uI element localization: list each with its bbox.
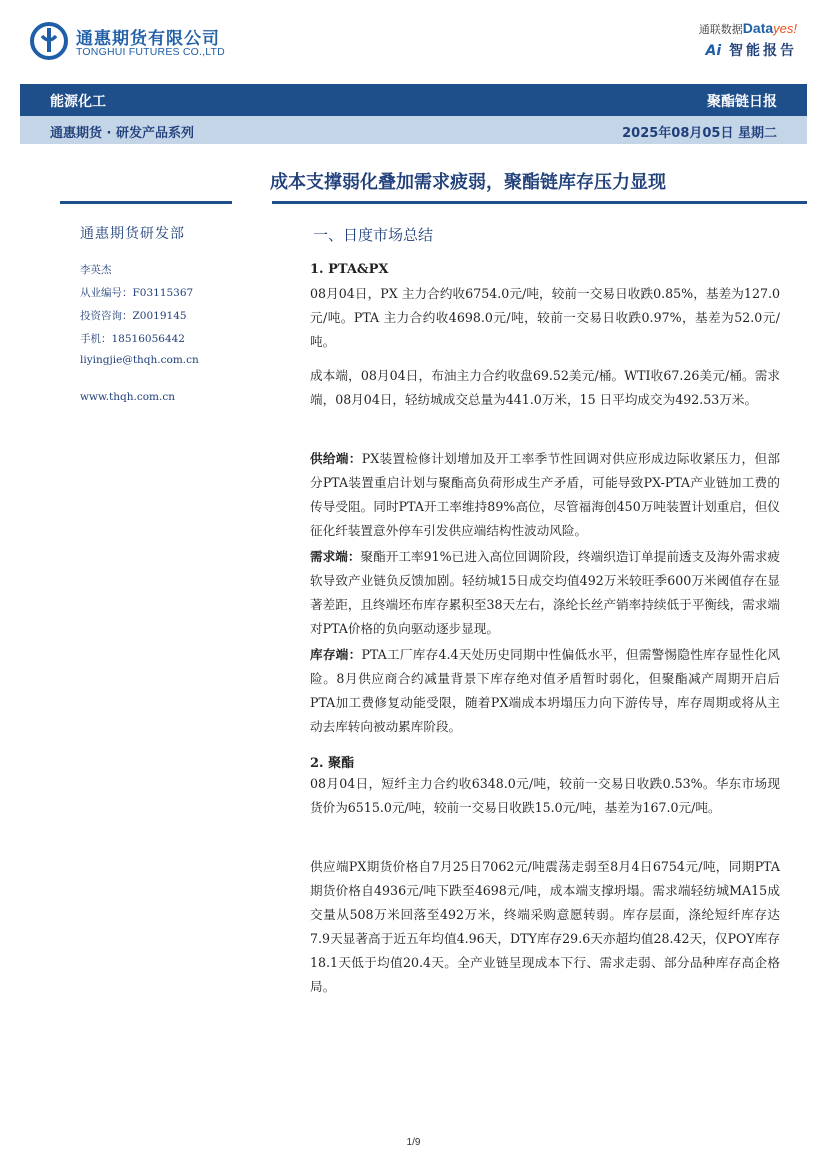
demand-label: 需求端： [310,549,361,564]
sidebar-divider [60,201,232,204]
company-name-en: TONGHUI FUTURES CO.,LTD [76,46,225,58]
supply-text: PX装置检修计划增加及开工率季节性回调对供应形成边际收紧压力，但部分PTA装置重启计划与聚酯高负荷形成生产矛盾，可能导致PX-PTA产业链加工费的传导受阻。同时PTA开工率维持89%高位，尽管福海创450万吨装置计划重启，但仪征化纤装置意外停车引发供应端结构性波动风险。 [310,451,781,538]
ai-badge: Ai [705,43,722,59]
page-number: 1/9 [406,1137,421,1148]
paragraph-cost-demand: 成本端，08月04日，布油主力合约收盘69.52美元/桶。WTI收67.26美元/桶。需求端，08月04日，轻纺城成交总量为441.0万米，15 日平均成交为492.53万米。 [310,368,780,407]
ai-report-label [705,40,797,60]
partner-prefix: 通联数据 [698,23,743,36]
partner-data: Data [742,20,774,36]
sidebar-email[interactable]: liyingjie@thqh.com.cn [80,354,199,366]
partner-yes: yes! [773,21,797,36]
subsection-heading-pta-px: 1. PTA&PX [310,262,389,277]
paragraph-inventory [310,643,780,739]
sidebar-analyst: 李英杰 [80,264,112,276]
demand-text: 聚酯开工率91%已进入高位回调阶段，终端织造订单提前透支及海外需求疲软导致产业链负反馈加剧。轻纺城15日成交均值492万米较旺季600万米阈值存在显著差距，且终端坯布库存累积至38天左右，涤纶长丝产销率持续低于平衡线，需求端对PTA价格的负向驱动逐步显现。 [310,549,780,636]
paragraph-polyester-analysis: 供应端PX期货价格自7月25日7062元/吨震荡走弱至8月4日6754元/吨，同期PTA期货价格自4936元/吨下跌至4698元/吨，成本端支撑坍塌。需求端轻纺城MA15成交量从508万米回落至492万米，终端采购意愿转弱。库存层面，涤纶短纤库存达7.9天显著高于近五年均值4.96天，DTY库存29.6天亦超均值28.42天，仅POY库存18.1天低于均值20.4天。全产业链呈现成本下行、需求走弱、部分品种库存高企格局。 [310,859,780,994]
company-name-cn: 通惠期货有限公司 [76,29,220,49]
inventory-text: PTA工厂库存4.4天处历史同期中性偏低水平，但需警惕隐性库存显性化风险。8月供应商合约减量背景下库存绝对值矛盾暂时弱化，但聚酯减产周期开启后PTA加工费修复动能受限，随着PX端成本坍塌压力向下游传导，库存周期或将从主动去库转向被动累库阶段。 [310,647,781,734]
ai-report-text: 智能报告 [729,43,797,59]
partner-logo [699,20,797,37]
sidebar-advisory: 投资咨询：Z0019145 [80,310,187,322]
paragraph-demand [310,545,780,641]
company-logo-icon [30,22,68,60]
section-heading: 一、日度市场总结 [313,226,434,244]
sidebar-website[interactable]: www.thqh.com.cn [80,391,175,403]
sidebar-department: 通惠期货研发部 [80,226,185,242]
paragraph-supply [310,447,780,543]
paragraph-pta-px-prices: 08月04日，PX 主力合约收6754.0元/吨，较前一交易日收跌0.85%，基差为127.0元/吨。PTA 主力合约收4698.0元/吨，较前一交易日收跌0.97%，基差为52.0元/吨。 [310,286,780,349]
title-divider [272,201,807,204]
report-type-label: 聚酯链日报 [707,94,777,110]
subsection-heading-polyester: 2. 聚酯 [310,756,355,771]
report-date: 2025年08月05日 星期二 [622,126,777,141]
category-label: 能源化工 [50,94,106,110]
category-band [20,84,807,116]
sidebar-phone: 手机：18516056442 [80,333,185,345]
sidebar-license: 从业编号：F03115367 [80,287,194,299]
report-title: 成本支撑弱化叠加需求疲弱，聚酯链库存压力显现 [270,172,666,193]
series-band [20,116,807,144]
supply-label: 供给端： [310,451,362,466]
series-label: 通惠期货 · 研发产品系列 [50,126,194,141]
inventory-label: 库存端： [310,647,362,662]
paragraph-polyester-prices: 08月04日，短纤主力合约收6348.0元/吨，较前一交易日收跌0.53%。华东市场现货价为6515.0元/吨，较前一交易日收跌15.0元/吨，基差为167.0元/吨。 [310,776,780,815]
